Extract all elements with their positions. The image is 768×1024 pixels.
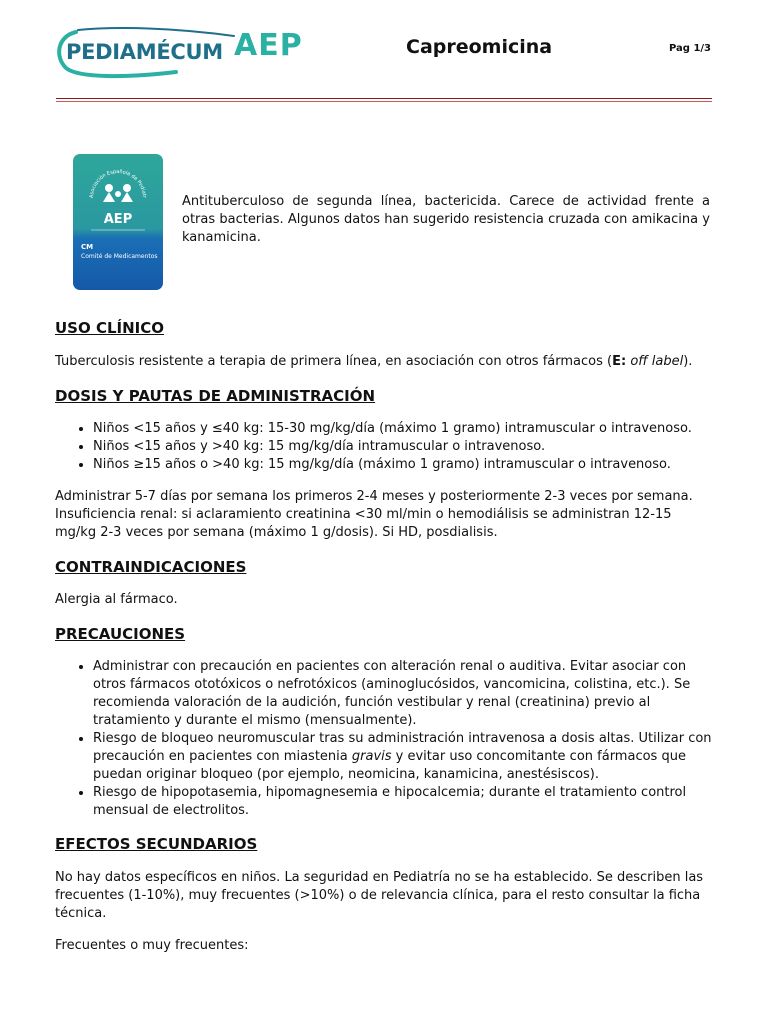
e-label: E: [612, 354, 627, 369]
page-number: Pag 1/3 [669, 43, 712, 54]
list-item: • Niños <15 años y >40 kg: 15 mg/kg/día intramuscular o intravenoso. [93, 438, 713, 456]
pediamecum-logo [56, 26, 306, 80]
efectos-paragraph-2: Frecuentes o muy frecuentes: [55, 938, 249, 953]
heading-uso-clinico: USO CLÍNICO [55, 319, 164, 337]
list-item: • Riesgo de bloqueo neuromuscular tras su administración intravenosa a dosis altas. Utilizar con precaución en pacientes con miastenia gravis y evitar uso concomitante con fármacos que puedan originar bloqueo (por ejemplo, neomicina, kanamicina, anestésiscos). [93, 730, 713, 784]
heading-efectos-secundarios: EFECTOS SECUNDARIOS [55, 835, 258, 853]
badge-aep-label: AEP [103, 212, 133, 227]
svg-text:Asociación Española de Pediatr: Asociación Española de Pediatr [88, 168, 148, 199]
logo-aep-text: AEP [234, 28, 303, 63]
off-label-text: off label [630, 354, 684, 369]
efectos-paragraph-1: No hay datos específicos en niños. La seguridad en Pediatría no se ha establecido. Se describen las frecuentes (1-10%), muy frecuentes (>10%) o de relevancia clínica, para el resto consultar la ficha técnica. [55, 870, 704, 921]
heading-precauciones: PRECAUCIONES [55, 625, 186, 643]
dosis-list [55, 420, 713, 474]
heading-contraindicaciones: CONTRAINDICACIONES [55, 558, 247, 576]
dosis-paragraph-2: Insuficiencia renal: si aclaramiento creatinina <30 ml/min o hemodiálisis se administran 12-15 mg/kg 2-3 veces por semana (máximo 1 g/dosis). Si HD, posdialisis. [55, 507, 672, 540]
aep-committee-badge [73, 154, 163, 290]
list-item: • Niños <15 años y ≤40 kg: 15-30 mg/kg/día (máximo 1 gramo) intramuscular o intravenoso. [93, 420, 713, 438]
dosis-paragraph-1: Administrar 5-7 días por semana los primeros 2-4 meses y posteriormente 2-3 veces por semana. [55, 489, 693, 504]
page-header [0, 0, 768, 110]
badge-cm-label: CM [81, 243, 94, 251]
badge-committee-label: Comité de Medicamentos [81, 253, 158, 260]
intro-paragraph: Antituberculoso de segunda línea, bactericida. Carece de actividad frente a otras bacterias. Algunos datos han sugerido resistencia cruzada con amikacina y kanamicina. [182, 194, 710, 245]
header-divider [56, 98, 712, 99]
document-title: Capreomicina [406, 36, 553, 58]
contraindicaciones-text: Alergia al fármaco. [55, 592, 178, 607]
precauciones-list [55, 658, 713, 820]
logo-text: PEDIAMÉCUM [66, 40, 223, 64]
list-item: • Niños ≥15 años o >40 kg: 15 mg/kg/día (máximo 1 gramo) intramuscular o intravenoso. [93, 456, 713, 474]
list-item: • Administrar con precaución en pacientes con alteración renal o auditiva. Evitar asociar con otros fármacos ototóxicos o nefrotóxicos (aminoglucósidos, vancomicina, colistina, etc.). Se recomienda valoración de la audición, función vestibular y renal (creatinina) previo al tratamiento y durante el mismo (mensualmente). [93, 658, 713, 730]
uso-clinico-text: Tuberculosis resistente a terapia de primera línea, en asociación con otros fármacos (E: off label). [55, 354, 693, 369]
heading-dosis: DOSIS Y PAUTAS DE ADMINISTRACIÓN [55, 387, 376, 405]
document-body [55, 318, 713, 955]
list-item: • Riesgo de hipopotasemia, hipomagnesemia e hipocalcemia; durante el tratamiento control mensual de electrolitos. [93, 784, 713, 820]
header-divider-secondary [56, 101, 712, 102]
